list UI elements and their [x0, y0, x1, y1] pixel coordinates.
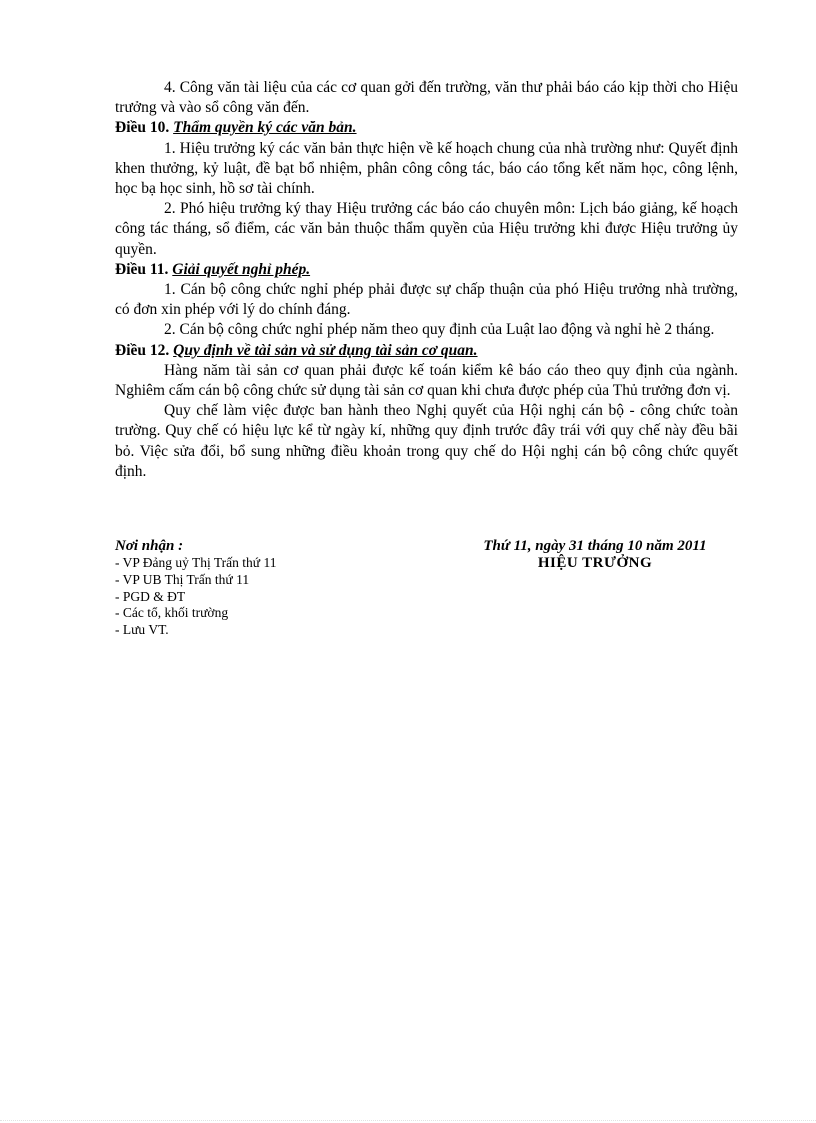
- paragraph-item-4-incoming-docs: 4. Công văn tài liệu của các cơ quan gởi đến trường, văn thư phải báo cáo kịp thời cho Hiệu trưởng và vào sổ công văn đến.: [115, 79, 738, 117]
- paragraph-article-11-clause-1: 1. Cán bộ công chức nghỉ phép phải được sự chấp thuận của phó Hiệu trưởng nhà trường, có đơn xin phép với lý do chính đáng.: [115, 281, 738, 319]
- paragraph-article-10-clause-1: 1. Hiệu trưởng ký các văn bản thực hiện về kế hoạch chung của nhà trường như: Quyết định khen thưởng, kỷ luật, đề bạt bổ nhiệm, phân công công tác, báo cáo tổng kết năm học, công lệnh, học bạ học sinh, hồ sơ tài chính.: [115, 139, 738, 198]
- signature-block: [435, 538, 755, 572]
- article-12-number: Điều 12.: [115, 341, 170, 359]
- recipients-title: Nơi nhận :: [115, 538, 184, 554]
- recipient-item: - PGD & ĐT: [115, 588, 186, 604]
- paragraph-article-11-clause-2: 2. Cán bộ công chức nghỉ phép năm theo quy định của Luật lao động và nghỉ hè 2 tháng.: [164, 321, 715, 339]
- paragraph-closing-regulation: Quy chế làm việc được ban hành theo Nghị quyết của Hội nghị cán bộ - công chức toàn trường. Quy chế có hiệu lực kể từ ngày kí, những quy định trước đây trái với quy chế này đều bãi bỏ. Việc sửa đổi, bổ sung những điều khoản trong quy chế do Hội nghị cán bộ công chức quyết định.: [115, 402, 738, 480]
- recipient-item: - VP Đảng uỷ Thị Trấn thứ 11: [115, 555, 277, 570]
- paragraph-article-10-clause-2: 2. Phó hiệu trưởng ký thay Hiệu trưởng các báo cáo chuyên môn: Lịch báo giảng, kế hoạch công tác tháng, sổ điểm, các văn bản thuộc thẩm quyền của Hiệu trưởng khi được Hiệu trưởng ủy quyền.: [115, 200, 738, 258]
- article-11-title: Giải quyết nghỉ phép.: [172, 260, 311, 278]
- page-bottom-edge: [0, 1120, 816, 1121]
- article-11-heading: [115, 260, 738, 280]
- article-12-title: Quy định về tài sản và sử dụng tài sản cơ quan.: [173, 341, 478, 359]
- article-11-number: Điều 11.: [115, 260, 169, 278]
- recipient-item: - VP UB Thị Trấn thứ 11: [115, 571, 250, 587]
- recipients-list: [115, 555, 415, 639]
- document-body: [115, 78, 738, 482]
- article-10-title: Thẩm quyền ký các văn bản.: [173, 119, 357, 137]
- article-10-number: Điều 10.: [115, 119, 170, 137]
- document-footer: [115, 538, 755, 648]
- recipient-item: - Lưu VT.: [115, 622, 169, 638]
- article-12-heading: [115, 341, 738, 361]
- recipient-item: - Các tổ, khối trường: [115, 605, 229, 621]
- recipients-block: [115, 538, 415, 639]
- signature-title: HIỆU TRƯỞNG: [537, 555, 653, 571]
- article-10-heading: [115, 118, 738, 138]
- signature-date: Thứ 11, ngày 31 tháng 10 năm 2011: [483, 538, 707, 554]
- paragraph-article-12-assets: Hàng năm tài sản cơ quan phải được kế toán kiểm kê báo cáo theo quy định của ngành. Nghiêm cấm cán bộ công chức sử dụng tài sản cơ quan khi chưa được phép của Thủ trưởng đơn vị.: [115, 361, 738, 400]
